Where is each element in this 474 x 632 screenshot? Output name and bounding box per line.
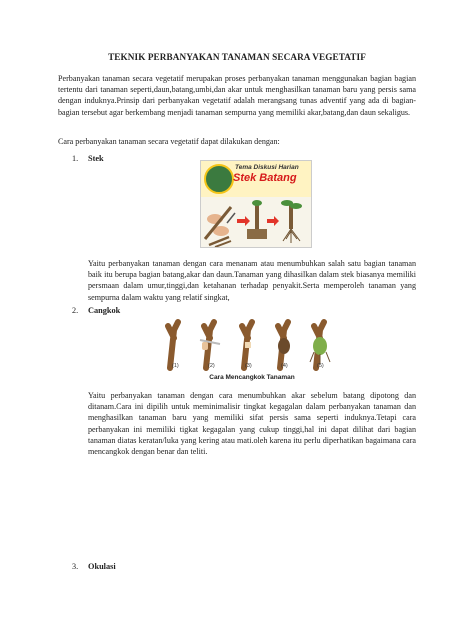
intro-paragraph: Perbanyakan tanaman secara vegetatif merupakan proses perbanyakan tanaman menggunakan bagian bagian tertentu dari tanaman seperti,daun,batang,umbi,dan akar untuk menghasilkan tanaman baru yang persis sama dengan induknya.Prinsip dari perbanyakan vegetatif adalah merangsang tunas adventif yang ada di bagian-bagian tersebut agar berkembang menjadi tanaman sempurna yang memiliki akar,batang,dan daun sekaligus. <box>58 74 416 117</box>
step-label: (1) <box>172 363 179 369</box>
section-heading-cangkok: Cangkok <box>88 306 121 315</box>
stek-batang-illustration <box>200 160 312 248</box>
section-heading-okulasi: Okulasi <box>88 562 116 571</box>
page-title: TEKNIK PERBANYAKAN TANAMAN SECARA VEGETATIF <box>108 52 366 62</box>
banner-title: Stek Batang <box>233 172 297 184</box>
banner-subtitle: Tema Diskusi Harian <box>235 164 299 171</box>
stek-paragraph: Yaitu perbanyakan tanaman dengan cara menanam atau menumbuhkan salah satu bagian tanaman baik itu berupa bagian batang,akar dan daun.Tanaman yang dihasilkan dalam stek biasanya memiliki persmaan dalam umur,tinggi,dan ketahanan terhadap penyakit.Serta memperoleh tanaman yang sempurna dalam waktu yang relatif singkat, <box>88 259 416 302</box>
methods-intro: Cara perbanyakan tanaman secara vegetatif dapat dilakukan dengan: <box>58 137 280 146</box>
cangkok-illustration <box>164 318 340 386</box>
section-heading-stek: Stek <box>88 154 104 163</box>
cangkok-steps-drawing <box>164 318 340 374</box>
stek-steps-drawing <box>201 161 311 247</box>
cangkok-paragraph: Yaitu perbanyakan tanaman dengan cara menumbuhkan akar sebelum batang dipotong dan ditanam.Cara ini dipilih untuk meminimalisir tingkat kegagalan dalam perbanyakan tanaman dan menghasilkan tanaman baru yang memiliki sifat persis sama seperti induknya.Tetapi cara perbanyakan ini memiliki tigkat kegagalan yang cukup tinggi,hal ini dapat dilihat dari bagian tanaman diatas keratan/luka yang kering atau mati.oleh karena itu perlu diperhatikan bagaimana cara mencangkok dengan benar dan teliti. <box>88 391 416 457</box>
step-label: (5) <box>317 363 324 369</box>
section-number: 2. <box>72 306 79 315</box>
step-label: (4) <box>281 363 288 369</box>
step-label: (2) <box>208 363 215 369</box>
illustration-caption: Cara Mencangkok Tanaman <box>209 374 295 381</box>
section-number: 1. <box>72 154 79 163</box>
step-label: (3) <box>245 363 252 369</box>
section-number: 3. <box>72 562 79 571</box>
